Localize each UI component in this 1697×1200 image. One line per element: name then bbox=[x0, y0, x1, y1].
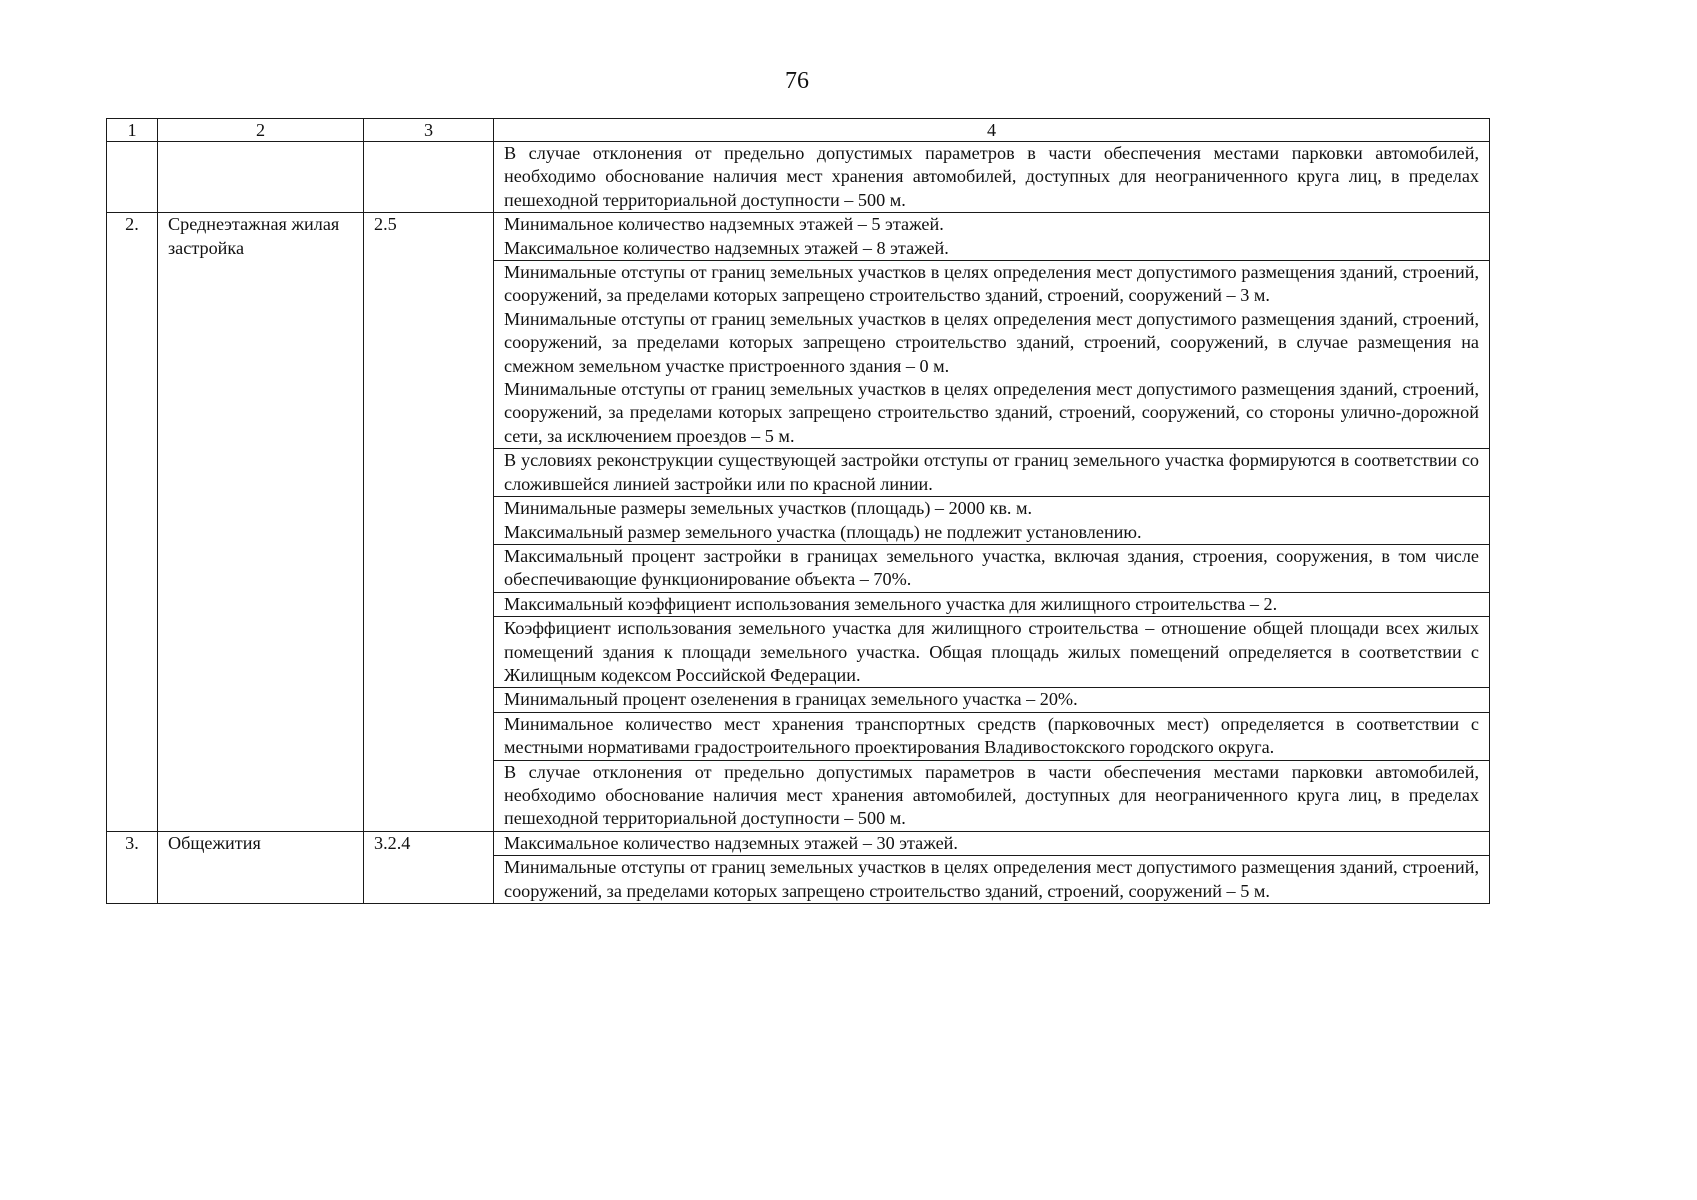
cell-parameter bbox=[494, 617, 1490, 688]
header-cell-3: 3 bbox=[364, 119, 494, 142]
cell-number: 3. bbox=[107, 831, 158, 903]
cell-name: Среднеэтажная жилая застройка bbox=[158, 213, 364, 832]
cell-parameter bbox=[494, 213, 1490, 261]
parameter-text: Максимальный процент застройки в границах земельного участка, включая здания, строения, сооружения, в том числе обеспечивающие функционирование объекта – 70%. bbox=[504, 545, 1479, 590]
parameter-text: Минимальный процент озеленения в границах земельного участка – 20%. bbox=[504, 689, 1078, 710]
regulations-table bbox=[106, 118, 1490, 904]
cell-name bbox=[158, 142, 364, 213]
cell-parameter bbox=[494, 760, 1490, 831]
cell-parameter bbox=[494, 544, 1490, 592]
parameter-text: Максимальный коэффициент использования земельного участка для жилищного строительства – 2. bbox=[504, 593, 1278, 614]
cell-parameter bbox=[494, 497, 1490, 545]
header-cell-2: 2 bbox=[158, 119, 364, 142]
parameter-text: В условиях реконструкции существующей застройки отступы от границ земельного участка формируются в соответствии со сложившейся линией застройки или по красной линии. bbox=[504, 450, 1479, 494]
parameter-text: Минимальные отступы от границ земельных участков в целях определения мест допустимого размещения зданий, строений, сооружений, за пределами которых запрещено строительство зданий, строений, сооружений – 5 м. bbox=[504, 857, 1479, 901]
cell-parameter bbox=[494, 261, 1490, 449]
table-header-row bbox=[107, 119, 1490, 142]
parameter-text: Минимальные отступы от границ земельных участков в целях определения мест допустимого размещения зданий, строений, сооружений, за пределами которых запрещено строительство зданий, строений, сооружений – 3 м. bbox=[504, 262, 1479, 306]
cell-code: 2.5 bbox=[364, 213, 494, 832]
cell-number bbox=[107, 142, 158, 213]
parameter-text: Максимальное количество надземных этажей – 30 этажей. bbox=[504, 832, 958, 853]
table-row bbox=[107, 213, 1490, 261]
cell-number: 2. bbox=[107, 213, 158, 832]
cell-parameter bbox=[494, 142, 1490, 213]
header-cell-1: 1 bbox=[107, 119, 158, 142]
cell-parameter bbox=[494, 592, 1490, 616]
parameter-text: Минимальные отступы от границ земельных участков в целях определения мест допустимого размещения зданий, строений, сооружений, за пределами которых запрещено строительство зданий, строений, сооружений, со стороны улично-дорожной сети, за исключением проездов – 5 м. bbox=[504, 379, 1479, 446]
table-row bbox=[107, 831, 1490, 855]
table-row-continuation bbox=[107, 142, 1490, 213]
parameter-text: Максимальный размер земельного участка (площадь) не подлежит установлению. bbox=[504, 521, 1142, 542]
parameter-text: В случае отклонения от предельно допустимых параметров в части обеспечения местами парковки автомобилей, необходимо обоснование наличия мест хранения автомобилей, доступных для неограниченного круга лиц, в пределах пешеходной территориальной доступности – 500 м. bbox=[504, 143, 1479, 210]
parameter-text: Коэффициент использования земельного участка для жилищного строительства – отношение общей площади всех жилых помещений здания к площади земельного участка. Общая площадь жилых помещений определяется в соответствии с Жилищным кодексом Российской Федерации. bbox=[504, 618, 1479, 685]
parameter-text: Минимальное количество надземных этажей – 5 этажей. bbox=[504, 214, 944, 235]
header-cell-4: 4 bbox=[494, 119, 1490, 142]
parameter-text: Минимальные размеры земельных участков (площадь) – 2000 кв. м. bbox=[504, 498, 1033, 519]
parameter-text: Минимальное количество мест хранения транспортных средств (парковочных мест) определяется в соответствии с местными нормативами градостроительного проектирования Владивостокского городского округа. bbox=[504, 713, 1479, 758]
cell-parameter bbox=[494, 688, 1490, 712]
cell-code: 3.2.4 bbox=[364, 831, 494, 903]
page-number: 76 bbox=[785, 68, 809, 94]
parameter-text: Максимальное количество надземных этажей – 8 этажей. bbox=[504, 237, 949, 258]
cell-parameter bbox=[494, 449, 1490, 497]
cell-parameter bbox=[494, 856, 1490, 904]
parameter-text: Минимальные отступы от границ земельных участков в целях определения мест допустимого размещения зданий, строений, сооружений, за пределами которых запрещено строительство зданий, строений, сооружений, в случае размещения на смежном земельном участке пристроенного здания – 0 м. bbox=[504, 308, 1479, 376]
cell-name: Общежития bbox=[158, 831, 364, 903]
cell-parameter bbox=[494, 831, 1490, 855]
parameter-text: В случае отклонения от предельно допустимых параметров в части обеспечения местами парковки автомобилей, необходимо обоснование наличия мест хранения автомобилей, доступных для неограниченного круга лиц, в пределах пешеходной территориальной доступности – 500 м. bbox=[504, 761, 1479, 829]
cell-code bbox=[364, 142, 494, 213]
cell-parameter bbox=[494, 712, 1490, 760]
